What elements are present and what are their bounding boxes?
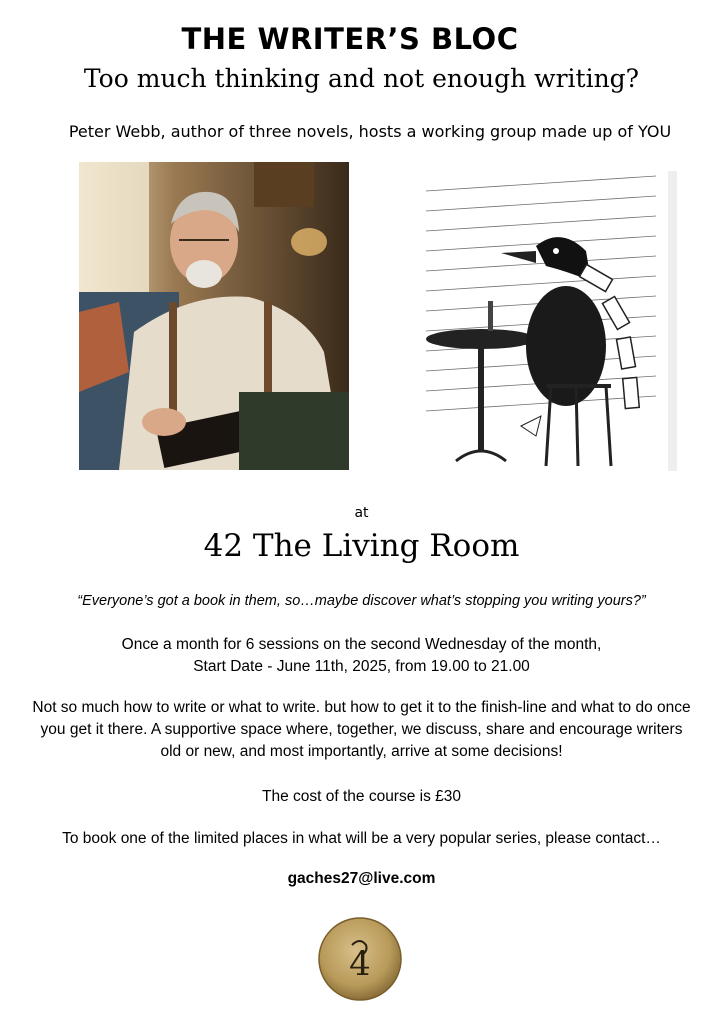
schedule-line-1: Once a month for 6 sessions on the second Wednesday of the month, xyxy=(121,636,602,653)
logo-glyph: 4 xyxy=(349,944,371,984)
author-photo xyxy=(79,162,349,470)
poster-title: THE WRITER’S BLOC xyxy=(181,22,519,56)
intro-text: Peter Webb, author of three novels, hosts a working group made up of YOU xyxy=(68,122,672,141)
description-text: Not so much how to write or what to write. but how to get it to the finish-line and what to do once you get it there. A supportive space where, together, we discuss, share and encourage writers old or new, and most importantly, arrive at some decisions! xyxy=(32,699,691,760)
contact-email-link[interactable]: gaches27@live.com xyxy=(287,870,436,887)
schedule-line-2: Start Date - June 11th, 2025, from 19.00 to 21.00 xyxy=(193,658,530,675)
at-label: at xyxy=(354,505,369,521)
poster-subtitle: Too much thinking and not enough writing? xyxy=(83,64,640,93)
cost-text: The cost of the course is £30 xyxy=(261,788,462,805)
booking-text: To book one of the limited places in what will be a very popular series, please contact… xyxy=(62,830,661,847)
venue-name: 42 The Living Room xyxy=(203,528,520,564)
crow-illustration xyxy=(416,171,677,471)
42-logo-icon xyxy=(318,917,402,1001)
quote-text: “Everyone’s got a book in them, so…maybe discover what’s stopping you writing yours?” xyxy=(77,593,646,609)
